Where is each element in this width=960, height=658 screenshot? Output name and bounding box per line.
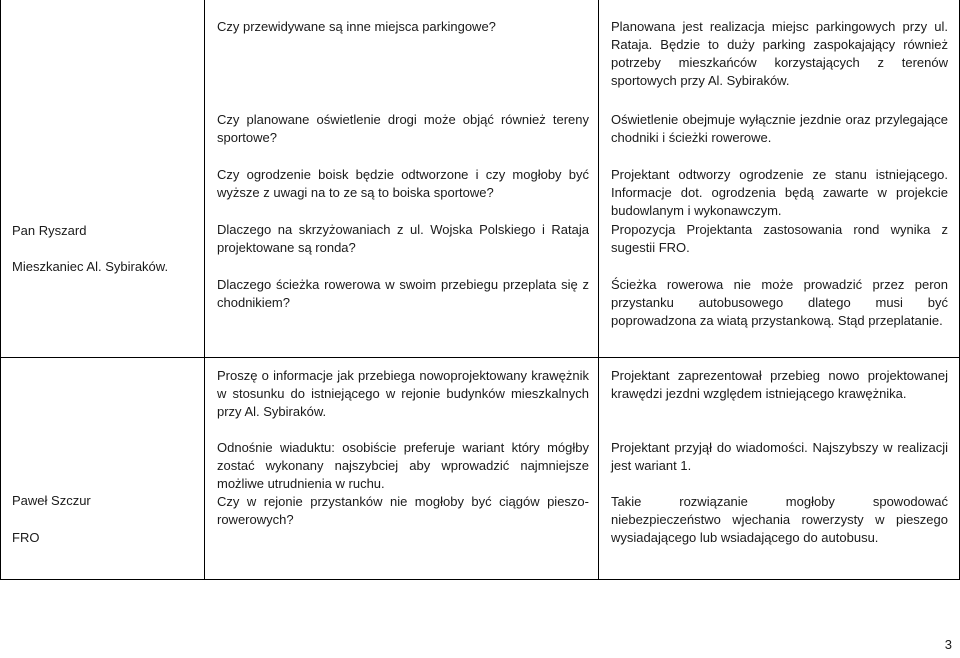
row-divider [0,357,960,358]
answer-cell: Projektant odtworzy ogrodzenie ze stanu istniejącego. Informacje dot. ogrodzenia będą zawarte w projekcie budowlanym i wykonawczym. [611,167,948,218]
question-cell: Czy ogrodzenie boisk będzie odtworzone i czy mogłoby być wyższe z uwagi na to ze są to boiska sportowe? [217,167,589,200]
question-cell: Dlaczego ścieżka rowerowa w swoim przebiegu przeplata się z chodnikiem? [217,277,589,310]
answer-cell: Planowana jest realizacja miejsc parkingowych przy ul. Rataja. Będzie to duży parking zaspokajający również potrzeby mieszkańców korzystających z terenów sportowych przy Al. Sybiraków. [611,19,948,88]
participant-affiliation: Mieszkaniec Al. Sybiraków. [12,259,169,274]
question-cell: Dlaczego na skrzyżowaniach z ul. Wojska Polskiego i Rataja projektowane są ronda? [217,222,589,255]
answer-cell: Projektant przyjął do wiadomości. Najszybszy w realizacji jest wariant 1. [611,440,948,473]
question-cell: Odnośnie wiaduktu: osobiście preferuje wariant który mógłby zostać wykonany najszybciej aby wprowadzić najmniejsze możliwe utrudnienia w ruchu. [217,440,589,491]
answer-cell: Propozycja Projektanta zastosowania rond wynika z sugestii FRO. [611,222,948,255]
answer-cell: Oświetlenie obejmuje wyłącznie jezdnie oraz przylegające chodniki i ścieżki rowerowe. [611,112,948,145]
question-cell: Czy w rejonie przystanków nie mogłoby być ciągów pieszo-rowerowych? [217,494,589,527]
question-cell: Czy planowane oświetlenie drogi może objąć również tereny sportowe? [217,112,589,145]
question-cell: Proszę o informacje jak przebiega nowoprojektowany krawężnik w stosunku do istniejącego w rejonie budynków mieszkalnych przy Al. Sybiraków. [217,368,589,419]
participant-name: Pan Ryszard [12,223,87,238]
answer-cell: Takie rozwiązanie mogłoby spowodować niebezpieczeństwo wjechania rowerzysty w pieszego wysiadającego lub wsiadającego do autobusu. [611,494,948,545]
table-border-left [0,0,1,580]
column-divider-1 [204,0,205,580]
page-number: 3 [944,637,952,652]
participant-name: Paweł Szczur [12,493,91,508]
answer-cell: Projektant zaprezentował przebieg nowo projektowanej krawędzi jezdni względem istniejącego krawężnika. [611,368,948,401]
question-cell: Czy przewidywane są inne miejsca parkingowe? [217,19,496,34]
participant-affiliation: FRO [12,530,40,545]
table-border-bottom [0,579,960,580]
column-divider-2 [598,0,599,580]
answer-cell: Ścieżka rowerowa nie może prowadzić przez peron przystanku autobusowego dlatego musi być poprowadzona za wiatą przystankową. Stąd przeplatanie. [611,277,948,328]
